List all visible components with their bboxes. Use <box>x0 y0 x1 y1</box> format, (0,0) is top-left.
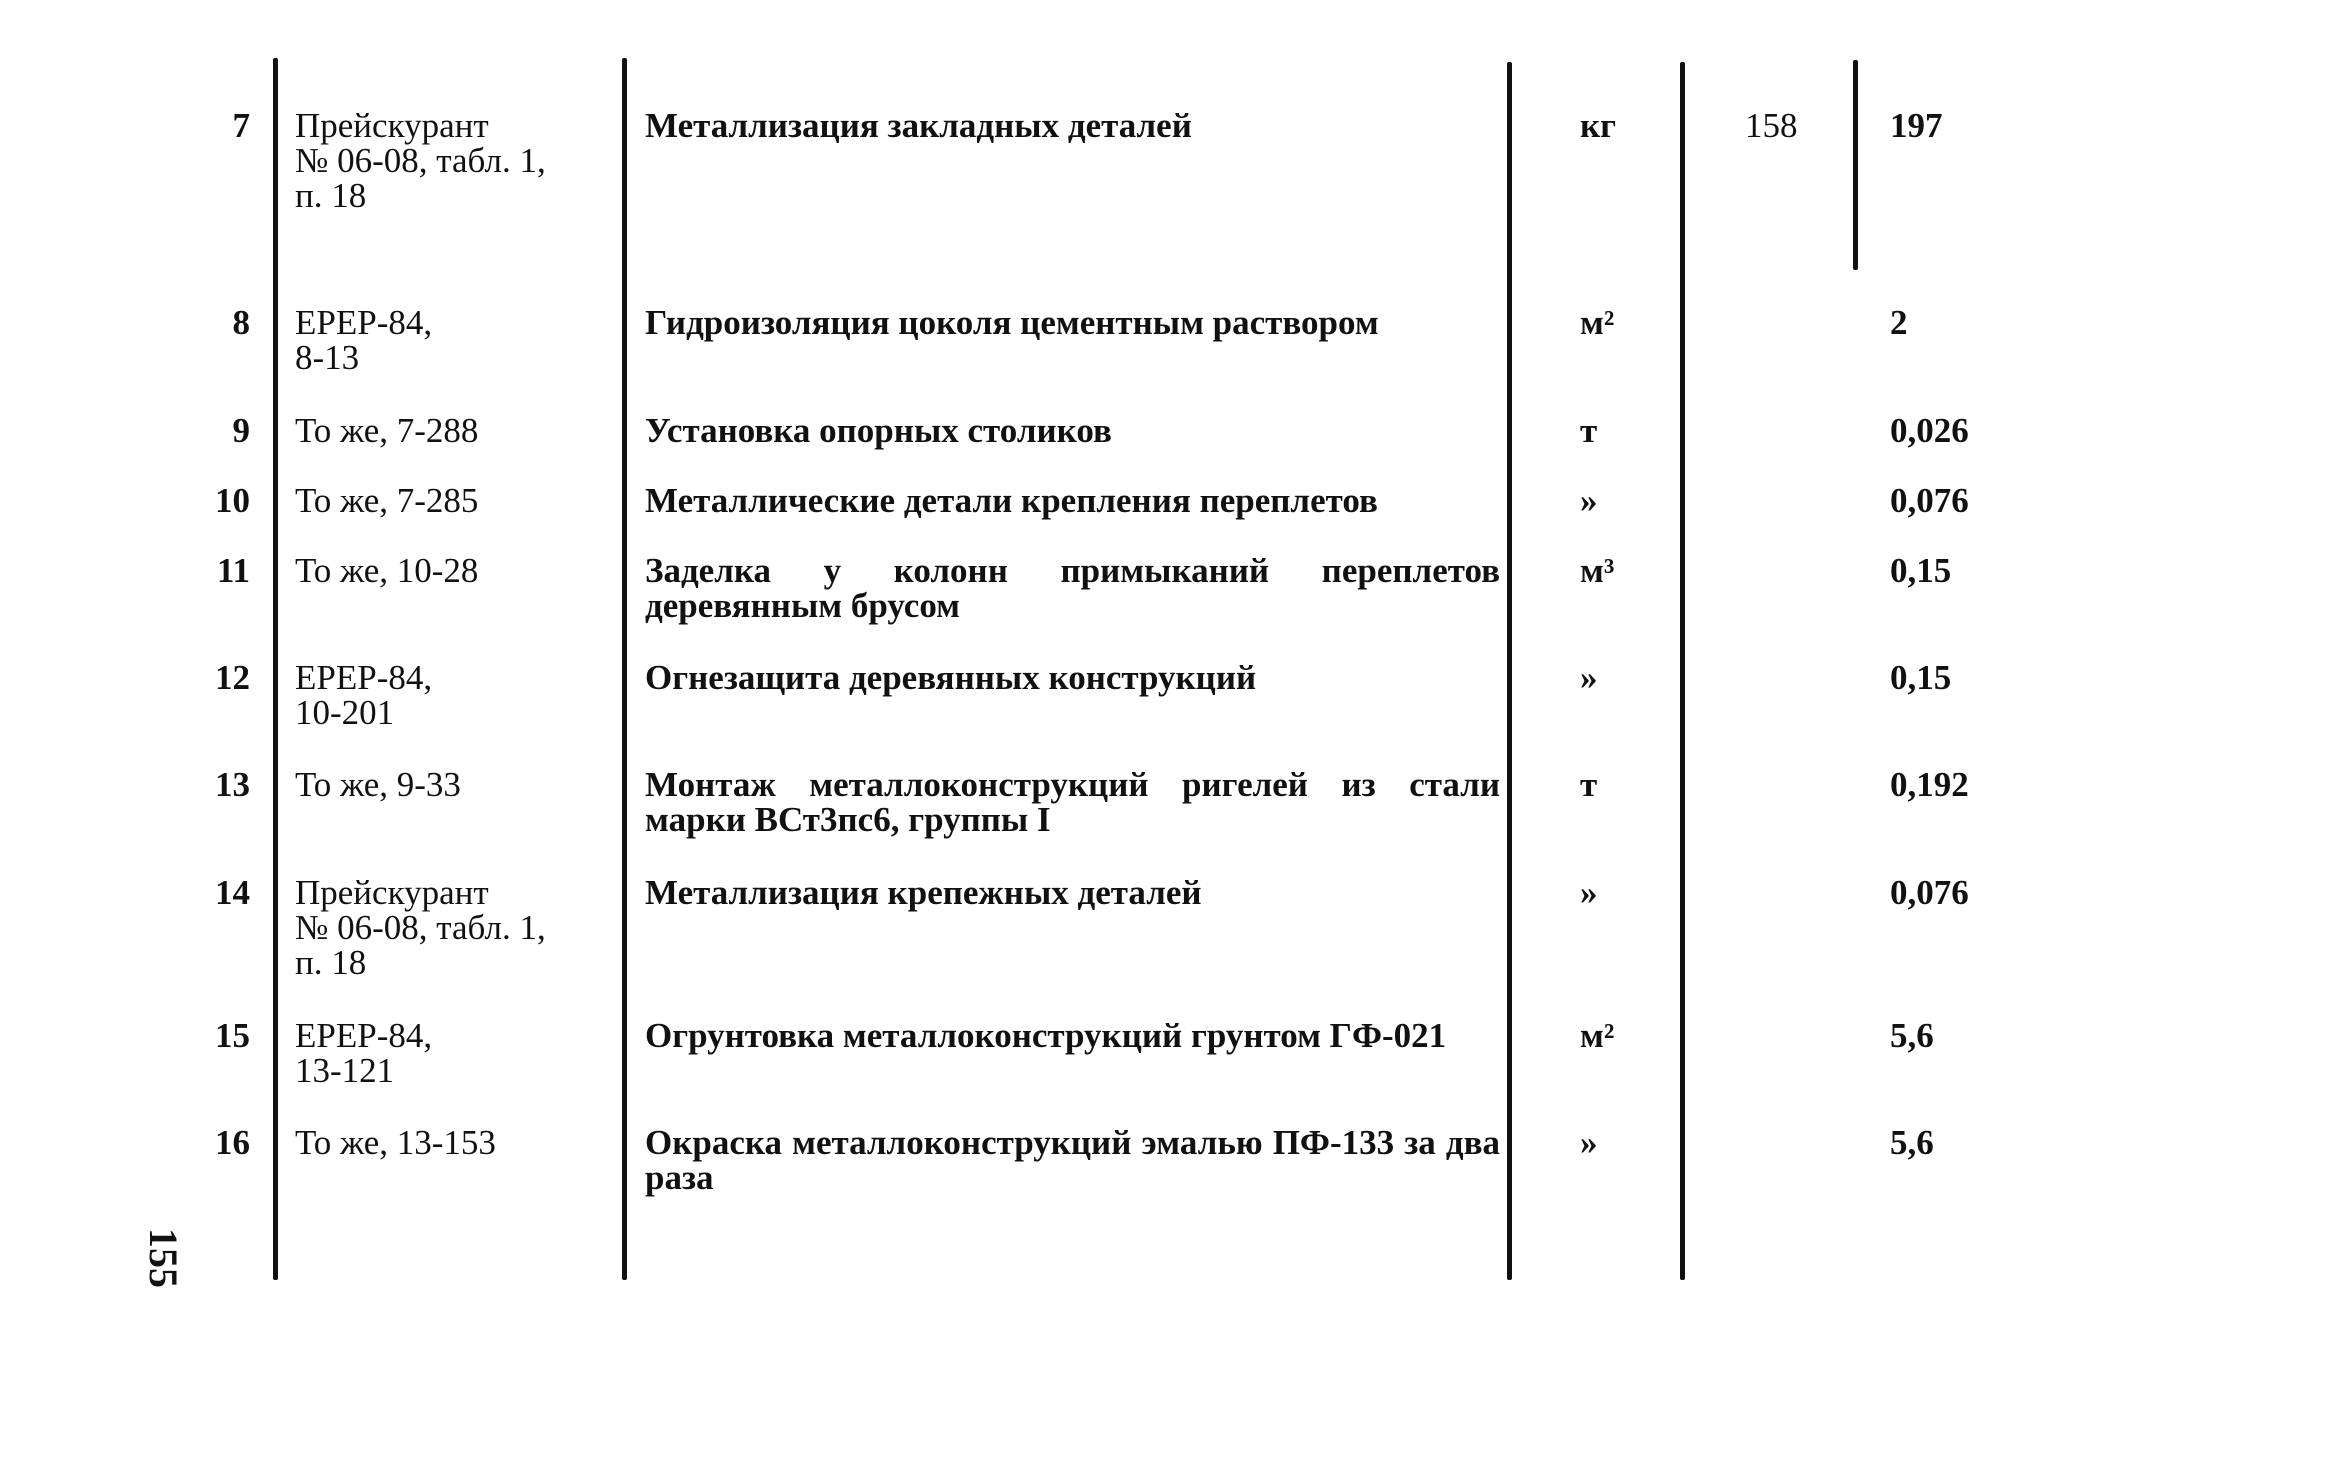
reference: То же, 7-285 <box>295 481 479 520</box>
column-rule-5 <box>1853 60 1858 270</box>
quantity-2: 0,026 <box>1890 411 1969 450</box>
reference: ЕРЕР-84, 13-121 <box>295 1016 433 1090</box>
column-rule-2 <box>622 58 627 1280</box>
reference: То же, 9-33 <box>295 765 461 804</box>
unit: » <box>1580 658 1598 697</box>
work-description: Заделка у колонн примыканий переплетов деревянным брусом <box>645 551 1500 625</box>
reference: ЕРЕР-84, 8-13 <box>295 303 433 377</box>
page-number: 155 <box>141 1228 186 1288</box>
unit: » <box>1580 873 1598 912</box>
row-number: 8 <box>232 303 250 342</box>
quantity-2: 0,192 <box>1890 765 1969 804</box>
row-number: 16 <box>215 1123 250 1162</box>
row-number: 11 <box>216 551 250 590</box>
work-description: Огрунтовка металлоконструкций грунтом ГФ-021 <box>645 1016 1447 1055</box>
unit: кг <box>1580 106 1617 145</box>
quantity-2: 0,076 <box>1890 873 1969 912</box>
quantity-2: 0,15 <box>1890 551 1952 590</box>
reference: Прейскурант № 06-08, табл. 1, п. 18 <box>295 106 546 215</box>
unit: » <box>1580 481 1598 520</box>
row-number: 14 <box>215 873 250 912</box>
row-number: 12 <box>215 658 250 697</box>
unit: м² <box>1580 303 1615 342</box>
quantity-2: 0,15 <box>1890 658 1952 697</box>
unit: м³ <box>1580 551 1615 590</box>
column-rule-3 <box>1507 62 1512 1280</box>
work-description: Окраска металлоконструкций эмалью ПФ-133 за два раза <box>645 1123 1500 1197</box>
quantity-2: 5,6 <box>1890 1123 1934 1162</box>
work-description: Монтаж металлоконструкций ригелей из стали марки ВСт3пс6, группы I <box>645 765 1500 839</box>
unit: м² <box>1580 1016 1615 1055</box>
reference: ЕРЕР-84, 10-201 <box>295 658 433 732</box>
reference: То же, 13-153 <box>295 1123 496 1162</box>
row-number: 7 <box>232 106 250 145</box>
row-number: 13 <box>215 765 250 804</box>
reference: То же, 7-288 <box>295 411 479 450</box>
row-number: 15 <box>215 1016 250 1055</box>
row-number: 10 <box>215 481 250 520</box>
quantity-2: 0,076 <box>1890 481 1969 520</box>
row-number: 9 <box>232 411 250 450</box>
reference: То же, 10-28 <box>295 551 479 590</box>
work-description: Металлические детали крепления переплетов <box>645 481 1378 520</box>
unit: т <box>1580 411 1598 450</box>
work-description: Металлизация закладных деталей <box>645 106 1192 145</box>
reference: Прейскурант № 06-08, табл. 1, п. 18 <box>295 873 546 982</box>
column-rule-4 <box>1680 62 1685 1280</box>
work-description: Установка опорных столиков <box>645 411 1112 450</box>
work-description: Гидроизоляция цоколя цементным раствором <box>645 303 1379 342</box>
work-description: Огнезащита деревянных конструкций <box>645 658 1257 697</box>
column-rule-1 <box>273 58 278 1280</box>
quantity-1: 158 <box>1745 106 1798 145</box>
unit: т <box>1580 765 1598 804</box>
quantity-2: 5,6 <box>1890 1016 1934 1055</box>
work-description: Металлизация крепежных деталей <box>645 873 1202 912</box>
unit: » <box>1580 1123 1598 1162</box>
quantity-2: 197 <box>1890 106 1943 145</box>
quantity-2: 2 <box>1890 303 1908 342</box>
